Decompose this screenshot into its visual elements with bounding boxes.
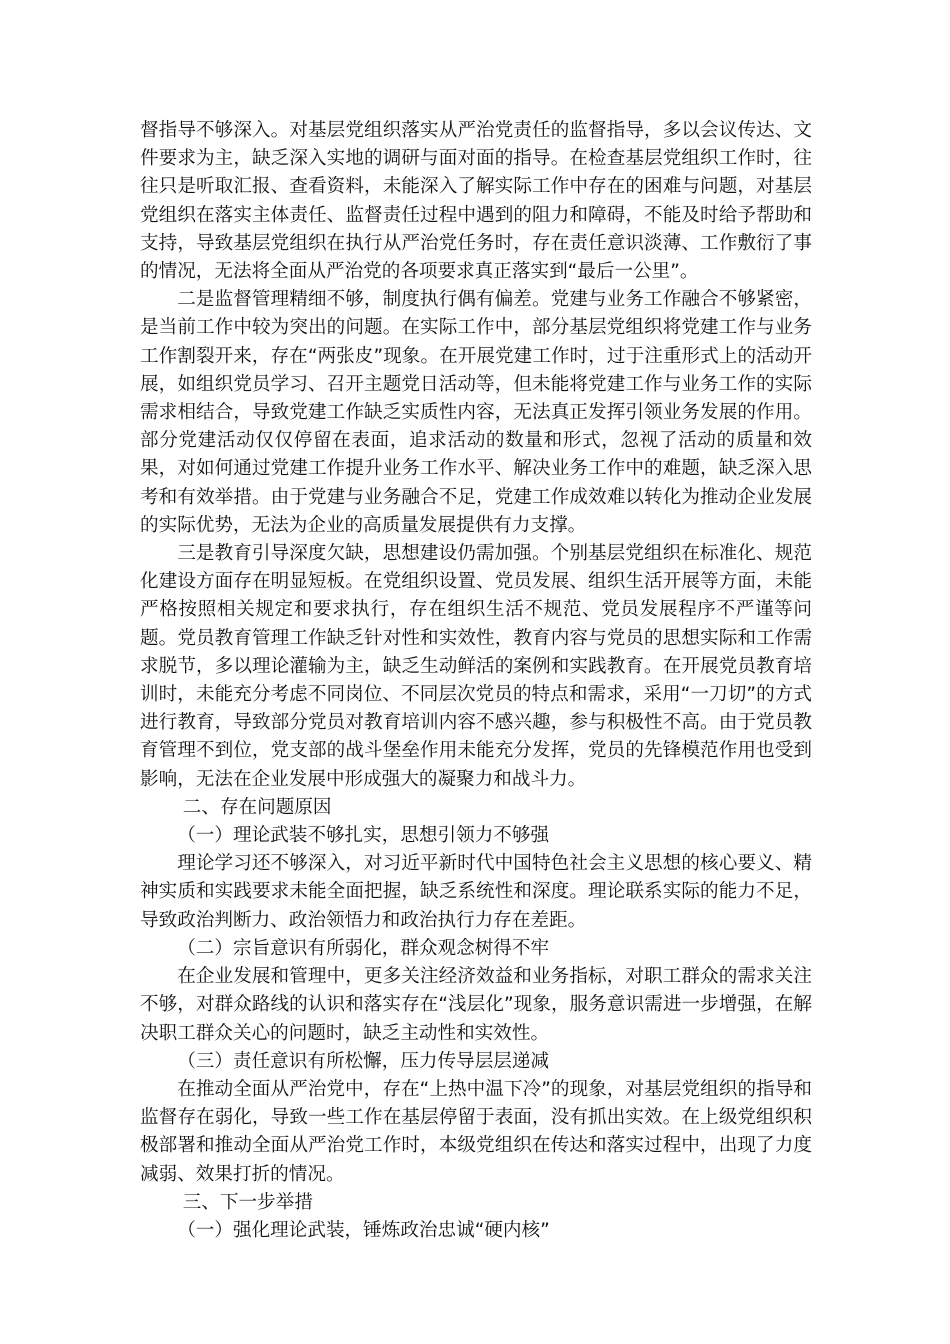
paragraph-cause-one: 理论学习还不够深入，对习近平新时代中国特色社会主义思想的核心要义、精神实质和实践要求未能全面把握，缺乏系统性和深度。理论联系实际的能力不足，导致政治判断力、政治领悟力和政治执行力存在差距。 [140, 853, 812, 931]
paragraph-point-two: 二是监督管理精细不够，制度执行偶有偏差。党建与业务工作融合不够紧密，是当前工作中较为突出的问题。在实际工作中，部分基层党组织将党建工作与业务工作割裂开来，存在“两张皮”现象。在开展党建工作时，过于注重形式上的活动开展，如组织党员学习、召开主题党日活动等，但未能将党建工作与业务工作的实际需求相结合，导致党建工作缺乏实质性内容，无法真正发挥引领业务发展的作用。部分党建活动仅仅停留在表面，追求活动的数量和形式，忽视了活动的质量和效果，对如何通过党建工作提升业务工作水平、解决业务工作中的难题，缺乏深入思考和有效举措。由于党建与业务融合不足，党建工作成效难以转化为推动企业发展的实际优势，无法为企业的高质量发展提供有力支撑。 [140, 289, 812, 536]
paragraph-cause-two: 在企业发展和管理中，更多关注经济效益和业务指标，对职工群众的需求关注不够，对群众路线的认识和落实存在“浅层化”现象，服务意识需进一步增强，在解决职工群众关心的问题时，缺乏主动性和实效性。 [140, 966, 812, 1044]
section-heading-causes: 二、存在问题原因 [182, 796, 332, 818]
subheading-cause-two: （二）宗旨意识有所弱化，群众观念树得不牢 [177, 937, 550, 959]
subheading-cause-one: （一）理论武装不够扎实，思想引领力不够强 [177, 825, 550, 847]
section-heading-next-steps: 三、下一步举措 [182, 1191, 313, 1213]
document-page [140, 117, 812, 1245]
paragraph-point-three: 三是教育引导深度欠缺，思想建设仍需加强。个别基层党组织在标准化、规范化建设方面存在明显短板。在党组织设置、党员发展、组织生活开展等方面，未能严格按照相关规定和要求执行，存在组织生活不规范、党员发展程序不严谨等问题。党员教育管理工作缺乏针对性和实效性，教育内容与党员的思想实际和工作需求脱节，多以理论灌输为主，缺乏生动鲜活的案例和实践教育。在开展党员教育培训时，未能充分考虑不同岗位、不同层次党员的特点和需求，采用“一刀切”的方式进行教育，导致部分党员对教育培训内容不感兴趣，参与积极性不高。由于党员教育管理不到位，党支部的战斗堡垒作用未能充分发挥，党员的先锋模范作用也受到影响，无法在企业发展中形成强大的凝聚力和战斗力。 [140, 543, 812, 790]
paragraph-cause-three: 在推动全面从严治党中，存在“上热中温下冷”的现象，对基层党组织的指导和监督存在弱化，导致一些工作在基层停留于表面，没有抓出实效。在上级党组织积极部署和推动全面从严治党工作时，本级党组织在传达和落实过程中，出现了力度减弱、效果打折的情况。 [140, 1078, 812, 1185]
subheading-cause-three: （三）责任意识有所松懈，压力传导层层递减 [177, 1050, 550, 1072]
subheading-next-step-one: （一）强化理论武装，锤炼政治忠诚“硬内核” [177, 1219, 550, 1241]
paragraph-continuation: 督指导不够深入。对基层党组织落实从严治党责任的监督指导，多以会议传达、文件要求为主，缺乏深入实地的调研与面对面的指导。在检查基层党组织工作时，往往只是听取汇报、查看资料，未能深入了解实际工作中存在的困难与问题，对基层党组织在落实主体责任、监督责任过程中遇到的阻力和障碍，不能及时给予帮助和支持，导致基层党组织在执行从严治党任务时，存在责任意识淡薄、工作敷衍了事的情况，无法将全面从严治党的各项要求真正落实到“最后一公里”。 [140, 120, 812, 283]
